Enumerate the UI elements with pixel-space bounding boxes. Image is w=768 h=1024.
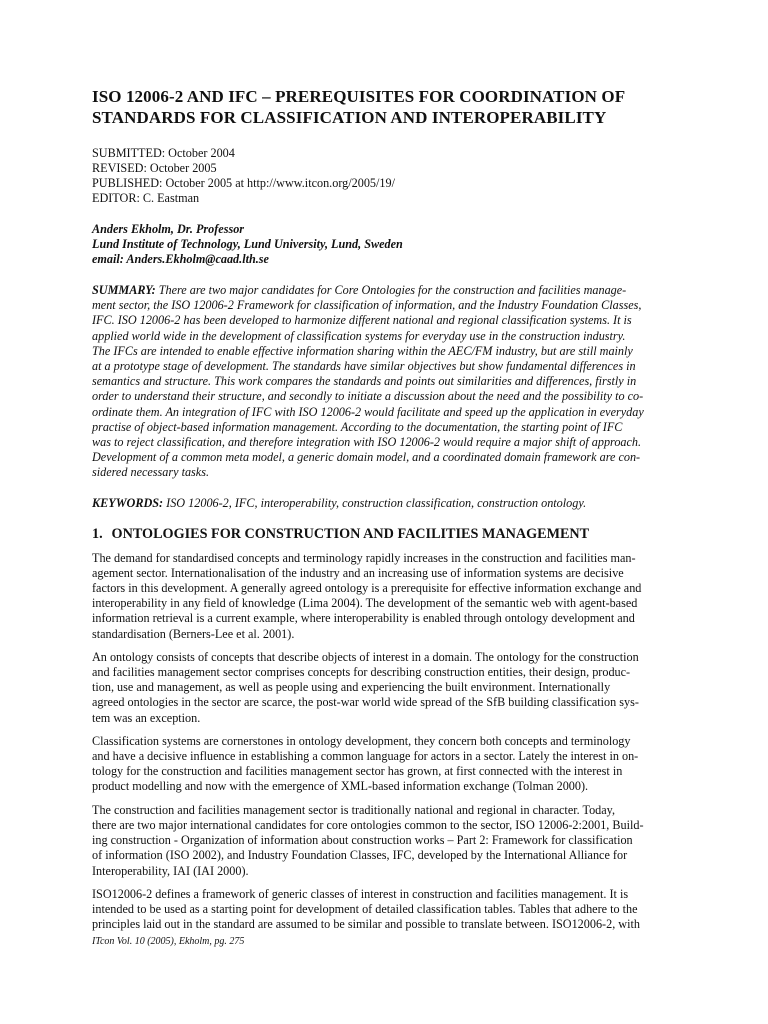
- keywords-label: KEYWORDS:: [92, 495, 164, 510]
- title-line-2: STANDARDS FOR CLASSIFICATION AND INTEROPERABILITY: [92, 108, 607, 127]
- author-email: email: Anders.Ekholm@caad.lth.se: [92, 252, 269, 266]
- paragraph-line: The construction and facilities management sector is traditionally national and regional in character. Today,: [92, 802, 616, 817]
- paragraph-line: intended to be used as a starting point for development of detailed classification tables. Tables that adhere to the: [92, 901, 638, 916]
- section-body: [92, 551, 678, 933]
- summary-abstract: [92, 283, 678, 481]
- paragraph-line: ing construction - Organization of information about construction works – Part 2: Framework for classification: [92, 833, 633, 848]
- page-footer: ITcon Vol. 10 (2005), Ekholm, pg. 275: [92, 936, 245, 947]
- paragraph-line: factors in this development. A generally agreed ontology is a prerequisite for effective information exchange and: [92, 581, 642, 596]
- paragraph-line: and facilities management sector comprises concepts for describing construction entities, their design, produc-: [92, 665, 631, 680]
- body-paragraph: [92, 734, 678, 795]
- paragraph-line: tion, use and management, as well as people using and experiencing the built environment. Internationally: [92, 680, 611, 695]
- paragraph-line: information retrieval is a current example, where interoperability is enabled through ontology development and: [92, 611, 635, 626]
- section-title: ONTOLOGIES FOR CONSTRUCTION AND FACILITIES MANAGEMENT: [111, 525, 590, 542]
- summary-label: SUMMARY:: [92, 283, 156, 297]
- summary-line: The IFCs are intended to enable effective information sharing within the AEC/FM industry, but are still mainly: [92, 343, 633, 358]
- summary-line: was to reject classification, and therefore integration with ISO 12006-2 would require a major shift of approach.: [92, 435, 642, 450]
- page-content: [92, 86, 678, 940]
- section-number: 1.: [92, 525, 103, 542]
- summary-line: ordinate them. An integration of IFC with ISO 12006-2 would facilitate and speed up the application in everyday: [92, 404, 644, 419]
- keywords: [92, 496, 678, 511]
- paragraph-line: An ontology consists of concepts that describe objects of interest in a domain. The ontology for the construction: [92, 649, 639, 664]
- title-line-1: ISO 12006-2 AND IFC – PREREQUISITES FOR COORDINATION OF: [92, 87, 626, 106]
- paragraph-line: there are two major international candidates for core ontologies common to the sector, ISO 12006-2:2001, Build-: [92, 817, 644, 832]
- publication-meta: [92, 146, 678, 206]
- paragraph-line: and have a decisive influence in establishing a common language for actors in a sector. Lately the interest in on-: [92, 749, 639, 764]
- summary-line: IFC. ISO 12006-2 has been developed to harmonize different national and regional classification systems. It is: [92, 313, 632, 328]
- summary-line: applied world wide in the development of classification systems for everyday use in the construction industry.: [92, 328, 626, 343]
- summary-line: sidered necessary tasks.: [92, 465, 209, 480]
- summary-line: at a prototype stage of development. The standards have similar objectives but show fundamental differences in: [92, 359, 636, 374]
- paragraph-line: of information (ISO 2002), and Industry Foundation Classes, IFC, developed by the International Alliance for: [92, 848, 628, 863]
- body-paragraph: [92, 887, 678, 933]
- author-affiliation: Lund Institute of Technology, Lund University, Lund, Sweden: [92, 237, 403, 251]
- paragraph-line: product modelling and now with the emergence of XML-based information exchange (Tolman 2000).: [92, 779, 589, 794]
- author-block: [92, 222, 678, 267]
- summary-line: Development of a common meta model, a generic domain model, and a coordinated domain framework are con-: [92, 450, 641, 465]
- paragraph-line: Interoperability, IAI (IAI 2000).: [92, 863, 249, 878]
- paper-title: [92, 86, 678, 128]
- paragraph-line: tem was an exception.: [92, 710, 201, 725]
- section-heading: [92, 526, 678, 543]
- summary-line: SUMMARY: There are two major candidates for Core Ontologies for the construction and facilities manage-: [92, 283, 627, 297]
- summary-line: semantics and structure. This work compares the standards and points out similarities and differences, firstly in: [92, 374, 637, 389]
- paragraph-line: agement sector. Internationalisation of the industry and an increasing use of information systems are decisive: [92, 565, 624, 580]
- paragraph-line: Classification systems are cornerstones in ontology development, they concern both concepts and terminology: [92, 733, 631, 748]
- submitted-date: SUBMITTED: October 2004: [92, 146, 235, 160]
- paragraph-line: agreed ontologies in the sector are scarce, the post-war world wide spread of the SfB building classification sys-: [92, 695, 639, 710]
- keywords-text: ISO 12006-2, IFC, interoperability, construction classification, construction ontology.: [163, 495, 587, 510]
- paragraph-line: interoperability in any field of knowledge (Lima 2004). The development of the semantic web with agent-based: [92, 596, 638, 611]
- summary-line: practise of object-based information management. According to the documentation, the starting point of IFC: [92, 419, 623, 434]
- published-info: PUBLISHED: October 2005 at http://www.itcon.org/2005/19/: [92, 176, 395, 190]
- paragraph-line: standardisation (Berners-Lee et al. 2001).: [92, 626, 295, 641]
- body-paragraph: [92, 551, 678, 642]
- paragraph-line: tology for the construction and facilities management sector has grown, at first connected with the interest in: [92, 764, 623, 779]
- editor-name: EDITOR: C. Eastman: [92, 191, 200, 205]
- body-paragraph: [92, 803, 678, 879]
- summary-line: ment sector, the ISO 12006-2 Framework for classification of information, and the Industry Foundation Classes,: [92, 298, 642, 313]
- paragraph-line: The demand for standardised concepts and terminology rapidly increases in the construction and facilities man-: [92, 550, 636, 565]
- author-name: Anders Ekholm, Dr. Professor: [92, 222, 245, 236]
- revised-date: REVISED: October 2005: [92, 161, 217, 175]
- summary-line: order to understand their structure, and secondly to initiate a discussion about the need and the possibility to co-: [92, 389, 644, 404]
- paragraph-line: ISO12006-2 defines a framework of generic classes of interest in construction and facilities management. It is: [92, 886, 629, 901]
- paragraph-line: principles laid out in the standard are assumed to be similar and possible to translate between. ISO12006-2, with: [92, 917, 640, 932]
- body-paragraph: [92, 650, 678, 726]
